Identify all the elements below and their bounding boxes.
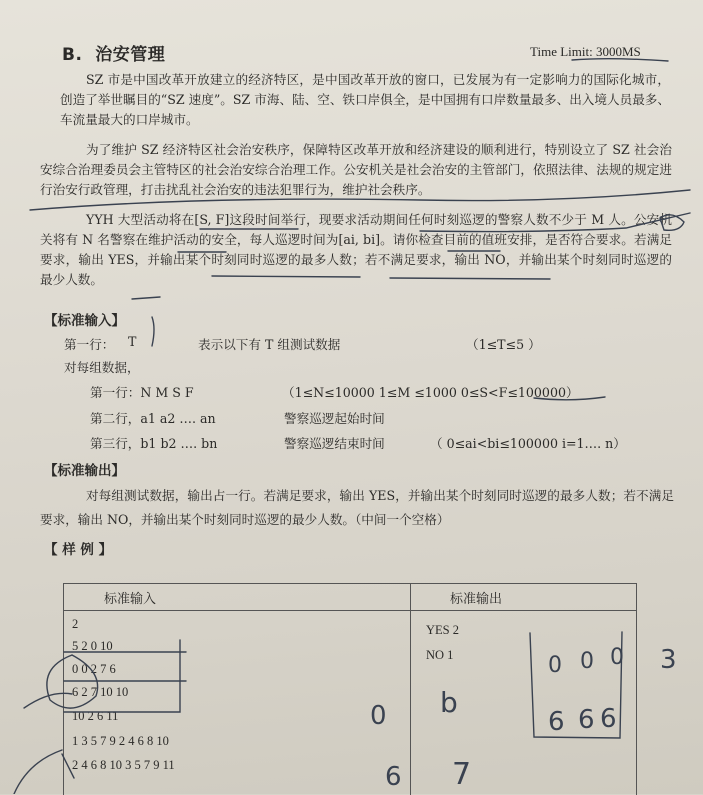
table-header-divider bbox=[64, 610, 636, 611]
paragraph-intro: SZ 市是中国改革开放建立的经济特区，是中国改革开放的窗口，已发展为有一定影响力的国际化城市，创造了举世瞩目的“SZ 速度”。SZ 市海、陆、空、铁口岸俱全，是中国拥有口岸数量最多、出入境人员最多、车流量最大的口岸城市。 bbox=[60, 72, 670, 127]
pen-tick bbox=[152, 317, 154, 346]
input-line1-range: （1≤T≤5 ） bbox=[466, 337, 541, 352]
input-per-group: 对每组数据， bbox=[64, 360, 140, 375]
paragraph-background: 为了维护 SZ 经济特区社会治安秩序，保障特区改革开放和经济建设的顺利进行，特别设立了 SZ 社会治安综合治理委员会主管特区的社会治安综合治理工作。公安机关是社会治安的主管部门，依照法律、法规的规定进行治安行政管理，打击扰乱社会治安的违法犯罪行为，维护社会秩序。 bbox=[40, 142, 672, 197]
sample-input-line: 5 2 0 10 bbox=[72, 639, 113, 653]
input-section-title: 【标准输入】 bbox=[44, 313, 125, 329]
problem-heading bbox=[62, 40, 165, 65]
input-row1-range: （1≤N≤10000 1≤M ≤1000 0≤S<F≤100000） bbox=[282, 385, 579, 400]
input-line1-desc: 表示以下有 T 组测试数据 bbox=[198, 337, 341, 352]
hand-digit: 0 bbox=[370, 701, 387, 731]
sample-input-header: 标准输入 bbox=[104, 592, 157, 607]
hand-digit: 6 bbox=[578, 705, 595, 735]
input-row3-range: （ 0≤ai<bi≤100000 i=1…. n） bbox=[430, 436, 626, 451]
input-row2-desc: 警察巡逻起始时间 bbox=[284, 411, 385, 426]
hand-digit: 0 bbox=[580, 649, 594, 674]
hand-digit: 7 bbox=[452, 757, 472, 792]
hand-digit: 6 bbox=[385, 762, 402, 792]
sample-output-line: YES 2 bbox=[426, 623, 459, 637]
output-description: 对每组测试数据，输出占一行。若满足要求，输出 YES，并输出某个时刻同时巡逻的最多人数；若不满足要求，输出 NO，并输出某个时刻同时巡逻的最少人数。（中间一个空格） bbox=[40, 488, 674, 527]
hand-digit: 0 bbox=[610, 645, 624, 670]
underline-min bbox=[132, 297, 160, 299]
input-row3-label: 第三行，b1 b2 …. bn bbox=[90, 436, 218, 451]
hand-digit: b bbox=[440, 686, 458, 719]
sample-input-line: 2 bbox=[72, 617, 79, 631]
sample-output-line: NO 1 bbox=[426, 648, 454, 662]
sample-input-line: 10 2 6 11 bbox=[72, 709, 119, 723]
input-row3-desc: 警察巡逻结束时间 bbox=[284, 436, 385, 451]
sample-section-title: 【 样 例 】 bbox=[44, 542, 113, 558]
input-line1-label: 第一行： bbox=[64, 337, 115, 352]
sample-input-line: 6 2 7 10 10 bbox=[72, 685, 129, 699]
sample-table bbox=[63, 583, 637, 795]
corner-arc bbox=[14, 750, 62, 794]
table-column-divider bbox=[410, 584, 411, 795]
hand-digit: 6 bbox=[600, 704, 617, 734]
sample-input-line: 0 0 2 7 6 bbox=[72, 662, 116, 676]
problem-title: 治安管理 bbox=[95, 45, 166, 65]
sample-input-line: 2 4 6 8 10 3 5 7 9 11 bbox=[72, 758, 175, 772]
problem-label: B. bbox=[62, 45, 83, 65]
input-row2-label: 第二行，a1 a2 …. an bbox=[90, 411, 216, 426]
hand-digit: 6 bbox=[548, 707, 565, 737]
input-line1-var: T bbox=[128, 334, 137, 349]
hand-digit: 0 bbox=[548, 653, 562, 678]
time-limit: Time Limit: 3000MS bbox=[530, 44, 641, 59]
paragraph-task: YYH 大型活动将在[S, F]这段时间举行，现要求活动期间任何时刻巡逻的警察人数不少于 M 人。公安机关将有 N 名警察在维护活动的安全，每人巡逻时间为[ai, bi]。请你检查目前的值班安排，是否符合要求。若满足要求，输出 YES，并输出某个时刻同时巡逻的最多人数；若不满足要求，输出 NO，并输出某个时刻同时巡逻的最少人数。 bbox=[40, 212, 672, 287]
hand-digit: 3 bbox=[660, 645, 677, 675]
output-section-title: 【标准输出】 bbox=[44, 463, 125, 479]
input-row1-label: 第一行：N M S F bbox=[90, 385, 194, 400]
sample-input-line: 1 3 5 7 9 2 4 6 8 10 bbox=[72, 734, 169, 748]
sample-output-header: 标准输出 bbox=[450, 592, 503, 607]
